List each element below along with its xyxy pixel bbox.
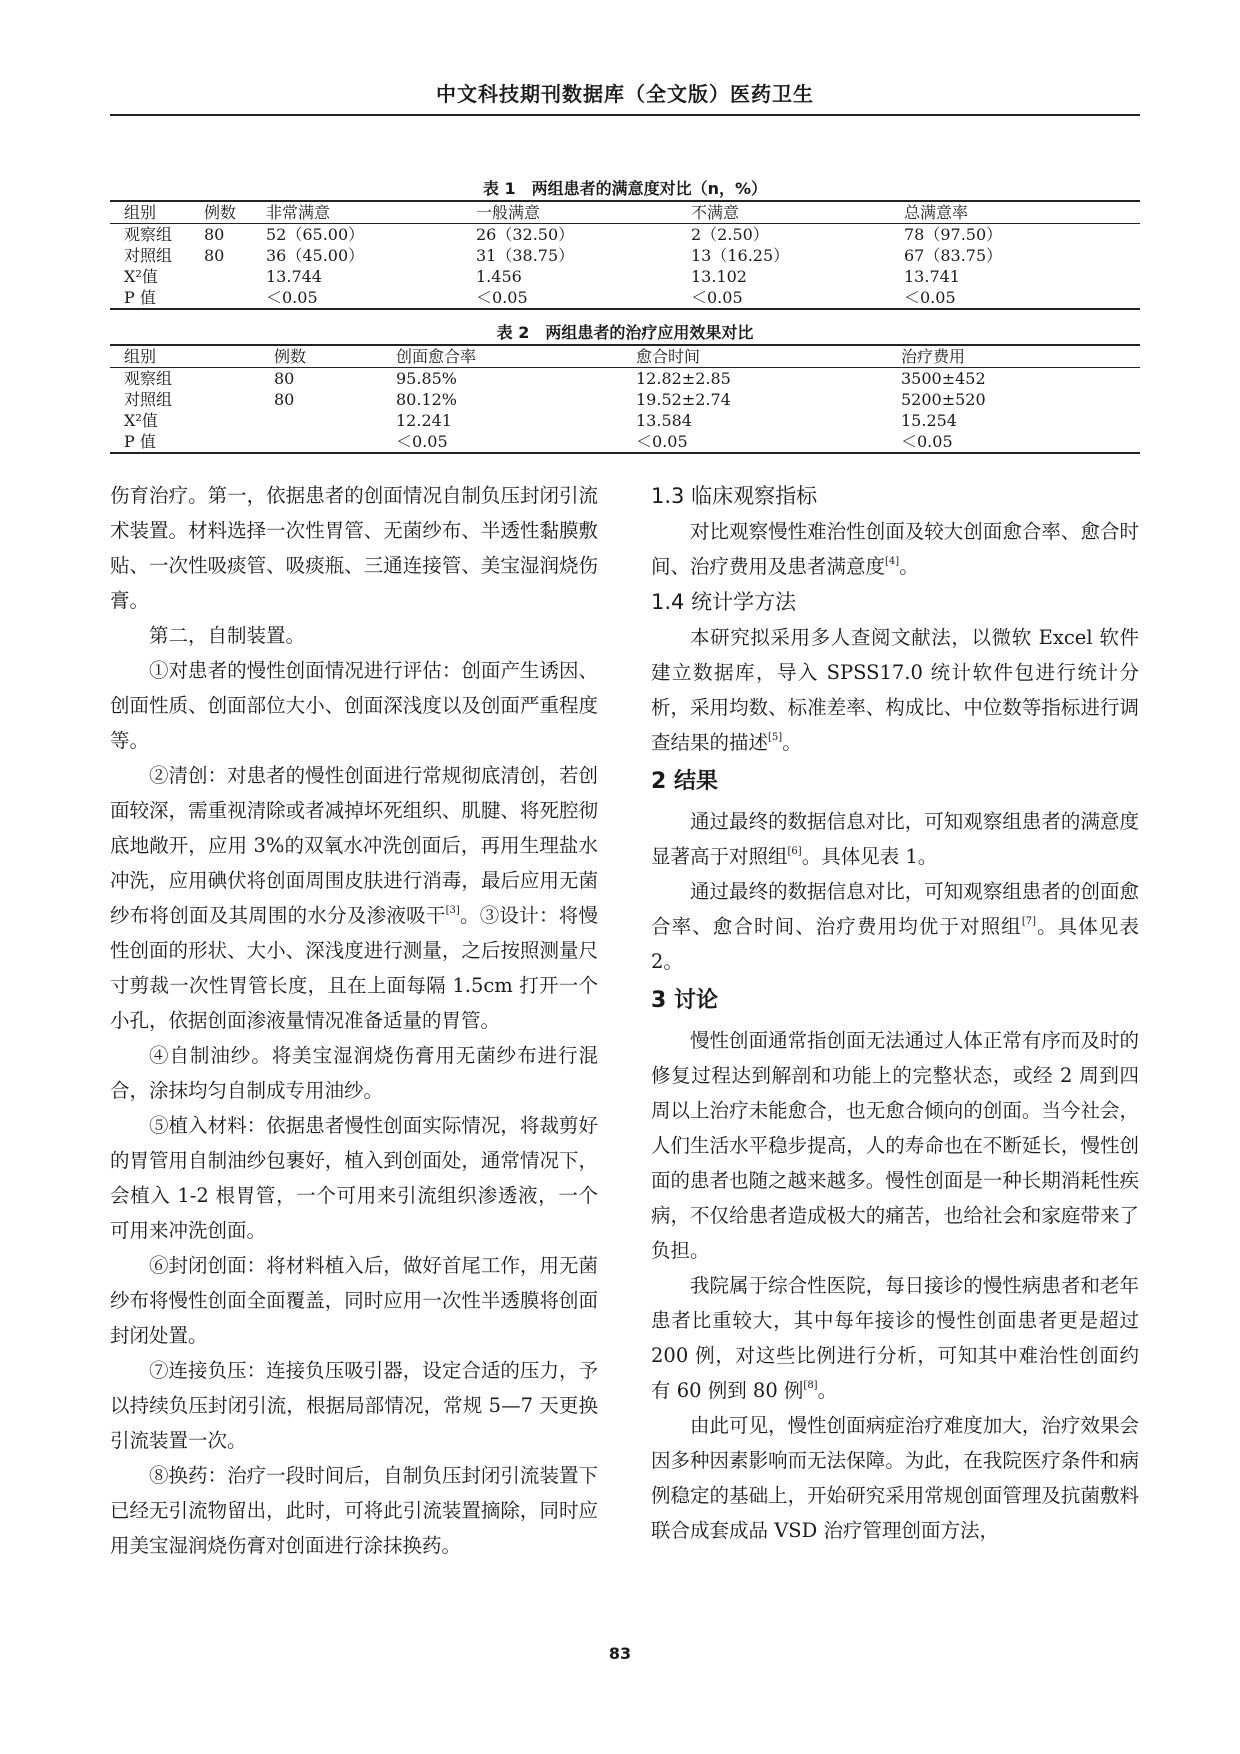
table-1-header-cell: 例数: [190, 201, 252, 224]
table-cell: 2（2.50）: [691, 225, 769, 244]
paragraph: ①对患者的慢性创面情况进行评估：创面产生诱因、创面性质、创面部位大小、创面深浅度以及创面严重程度等。: [110, 659, 598, 752]
paragraph-text: 。: [782, 731, 802, 754]
table-cell: 1.456: [476, 267, 522, 286]
table-cell: 对照组: [124, 246, 173, 265]
paragraph-text: 通过最终的数据信息对比，可知观察组患者的创面愈合率、愈合时间、治疗费用均优于对照组: [651, 880, 1139, 938]
paragraph-text: ②清创：对患者的慢性创面进行常规彻底清创，若创面较深，需重视清除或者减掉坏死组织、肌腱、将死腔彻底地敞开，应用 3%的双氧水冲洗创面后，再用生理盐水冲洗，应用碘伏将创面周围皮肤进行消毒，最后应用无菌纱布将创面及其周围的水分及渗液吸干: [110, 764, 598, 927]
header-rule: [110, 114, 1140, 116]
table-cell: 52（65.00）: [266, 225, 365, 244]
paragraph-text: 本研究拟采用多人查阅文献法，以微软 Excel 软件建立数据库，导入 SPSS17.0 统计软件包进行统计分析，采用均数、标准差率、构成比、中位数等指标进行调查结果的描述: [651, 626, 1139, 754]
paragraph-text: 。: [817, 1379, 838, 1402]
paragraph-text: 。具体见表 2。: [651, 915, 1139, 973]
citation: [8]: [803, 1380, 818, 1391]
table-cell: [190, 287, 252, 309]
table-cell: P 值: [110, 431, 260, 453]
paragraph-text: 。: [899, 555, 919, 578]
paragraph: [651, 620, 1139, 760]
table-cell: 80: [204, 246, 225, 265]
table-1-header-cell: 非常满意: [252, 201, 462, 224]
citation: [3]: [445, 905, 460, 916]
table-row: [110, 410, 1140, 431]
table-cell: 26（32.50）: [476, 225, 575, 244]
paragraph: 第二，自制装置。: [149, 624, 306, 647]
section-heading: 1.4 统计学方法: [651, 590, 797, 614]
table-cell: 36（45.00）: [266, 246, 365, 265]
paragraph: [651, 804, 1139, 874]
table-1-header-cell: 组别: [110, 201, 190, 224]
table-cell: 31（38.75）: [476, 246, 575, 265]
table-1: [110, 178, 1140, 310]
citation: [6]: [787, 846, 802, 857]
table-2-header-cell: 创面愈合率: [382, 345, 622, 368]
paragraph: ⑦连接负压：连接负压吸引器，设定合适的压力，予以持续负压封闭引流，根据局部情况，常规 5—7 天更换引流装置一次。: [110, 1359, 598, 1452]
table-2-header-cell: 组别: [110, 345, 260, 368]
table-cell: ＜0.05: [622, 431, 887, 453]
table-cell: 13.744: [266, 267, 322, 286]
table-row: [110, 266, 1140, 287]
table-1-caption: 表 1 两组患者的满意度对比（n，%）: [482, 179, 768, 198]
paragraph-text: 。具体见表 1。: [801, 845, 938, 868]
table-1-header-row: [110, 201, 1140, 224]
paragraph: ⑤植入材料：依据患者慢性创面实际情况，将裁剪好的胃管用自制油纱包裹好，植入到创面处，通常情况下，会植入 1-2 根胃管，一个可用来引流组织渗透液，一个可用来冲洗创面。: [110, 1114, 598, 1242]
section-heading: 3 讨论: [651, 988, 718, 1013]
table-2-header-cell: 愈合时间: [622, 345, 887, 368]
citation: [7]: [1021, 916, 1036, 927]
table-cell: 5200±520: [901, 390, 986, 409]
citation: [4]: [885, 556, 900, 567]
table-cell: 67（83.75）: [904, 246, 1003, 265]
table-cell: ＜0.05: [890, 287, 1140, 309]
table-cell: ＜0.05: [252, 287, 462, 309]
paragraph: [651, 1268, 1139, 1408]
table-1-header-cell: 不满意: [677, 201, 890, 224]
table-row: [110, 431, 1140, 453]
table-cell: 观察组: [124, 369, 173, 388]
page-number: 83: [608, 1644, 632, 1663]
table-2: [110, 322, 1140, 454]
table-cell: ＜0.05: [677, 287, 890, 309]
paragraph: ⑧换药：治疗一段时间后，自制负压封闭引流装置下已经无引流物留出，此时，可将此引流装置摘除，同时应用美宝湿润烧伤膏对创面进行涂抹换药。: [110, 1464, 598, 1557]
table-cell: X²值: [124, 267, 158, 286]
table-cell: [190, 266, 252, 287]
table-2-header-row: [110, 345, 1140, 368]
table-cell: 13（16.25）: [691, 246, 790, 265]
table-row: [110, 389, 1140, 410]
citation: [5]: [768, 732, 783, 743]
journal-header: 中文科技期刊数据库（全文版）医药卫生: [436, 82, 814, 106]
table-2-grid: [110, 344, 1140, 454]
table-cell: 19.52±2.74: [636, 390, 731, 409]
paragraph: 由此可见，慢性创面病症治疗难度加大，治疗效果会因多种因素影响而无法保障。为此，在我院医疗条件和病例稳定的基础上，开始研究采用常规创面管理及抗菌敷料联合成套成品 VSD 治疗管理创面方法，: [651, 1414, 1139, 1542]
table-2-caption: 表 2 两组患者的治疗应用效果对比: [496, 323, 754, 342]
paragraph-text: 通过最终的数据信息对比，可知观察组患者的满意度显著高于对照组: [651, 810, 1139, 868]
paragraph: 慢性创面通常指创面无法通过人体正常有序而及时的修复过程达到解剖和功能上的完整状态，或经 2 周到四周以上治疗未能愈合，也无愈合倾向的创面。当今社会，人们生活水平稳步提高，人的寿命也在不断延长，慢性创面的患者也随之越来越多。慢性创面是一种长期消耗性疾病，不仅给患者造成极大的痛苦，也给社会和家庭带来了负担。: [651, 1029, 1139, 1262]
table-2-header-cell: 治疗费用: [887, 345, 1140, 368]
right-column: [651, 478, 1139, 1548]
table-cell: P 值: [110, 287, 190, 309]
table-cell: 观察组: [124, 225, 173, 244]
paragraph: [651, 514, 1139, 584]
paragraph: [110, 758, 598, 1038]
section-heading: 2 结果: [651, 769, 718, 794]
table-cell: ＜0.05: [887, 431, 1140, 453]
table-cell: ＜0.05: [382, 431, 622, 453]
table-cell: 12.241: [396, 411, 452, 430]
table-cell: 80: [204, 225, 225, 244]
table-cell: 80: [274, 390, 295, 409]
table-cell: 12.82±2.85: [636, 369, 731, 388]
table-1-grid: [110, 200, 1140, 310]
left-column: [110, 478, 598, 1563]
table-cell: [260, 410, 382, 431]
paragraph: ⑥封闭创面：将材料植入后，做好首尾工作，用无菌纱布将慢性创面全面覆盖，同时应用一次性半透膜将创面封闭处置。: [110, 1254, 598, 1347]
table-cell: 95.85%: [396, 369, 458, 388]
table-1-header-cell: 总满意率: [890, 201, 1140, 224]
table-1-header-cell: 一般满意: [462, 201, 677, 224]
table-2-header-cell: 例数: [260, 345, 382, 368]
table-cell: 15.254: [901, 411, 957, 430]
paragraph: [651, 874, 1139, 979]
table-cell: X²值: [124, 411, 158, 430]
paragraph: ④自制油纱。将美宝湿润烧伤膏用无菌纱布进行混合，涂抹均匀自制成专用油纱。: [110, 1044, 598, 1102]
table-row: [110, 287, 1140, 309]
table-cell: 13.741: [904, 267, 960, 286]
table-cell: 对照组: [124, 390, 173, 409]
paragraph-text: 对比观察慢性难治性创面及较大创面愈合率、愈合时间、治疗费用及患者满意度: [651, 520, 1139, 578]
table-cell: [260, 431, 382, 453]
table-row: [110, 368, 1140, 390]
table-row: [110, 245, 1140, 266]
table-cell: 13.584: [636, 411, 692, 430]
table-cell: 13.102: [691, 267, 747, 286]
section-heading: 1.3 临床观察指标: [651, 484, 818, 508]
table-cell: 78（97.50）: [904, 225, 1003, 244]
table-cell: 3500±452: [901, 369, 986, 388]
paragraph-text: 我院属于综合性医院，每日接诊的慢性病患者和老年患者比重较大，其中每年接诊的慢性创面患者更是超过 200 例，对这些比例进行分析，可知其中难治性创面约有 60 例到 80 例: [651, 1274, 1139, 1402]
table-cell: 80: [274, 369, 295, 388]
paragraph-text: 。③设计：将慢性创面的形状、大小、深浅度进行测量，之后按照测量尺寸剪裁一次性胃管长度，且在上面每隔 1.5cm 打开一个小孔，依据创面渗液量情况准备适量的胃管。: [110, 904, 598, 1032]
table-cell: ＜0.05: [462, 287, 677, 309]
table-cell: 80.12%: [396, 390, 458, 409]
table-row: [110, 224, 1140, 246]
paragraph: 伤育治疗。第一，依据患者的创面情况自制负压封闭引流术装置。材料选择一次性胃管、无菌纱布、半透性黏膜敷贴、一次性吸痰管、吸痰瓶、三通连接管、美宝湿润烧伤膏。: [110, 484, 598, 612]
